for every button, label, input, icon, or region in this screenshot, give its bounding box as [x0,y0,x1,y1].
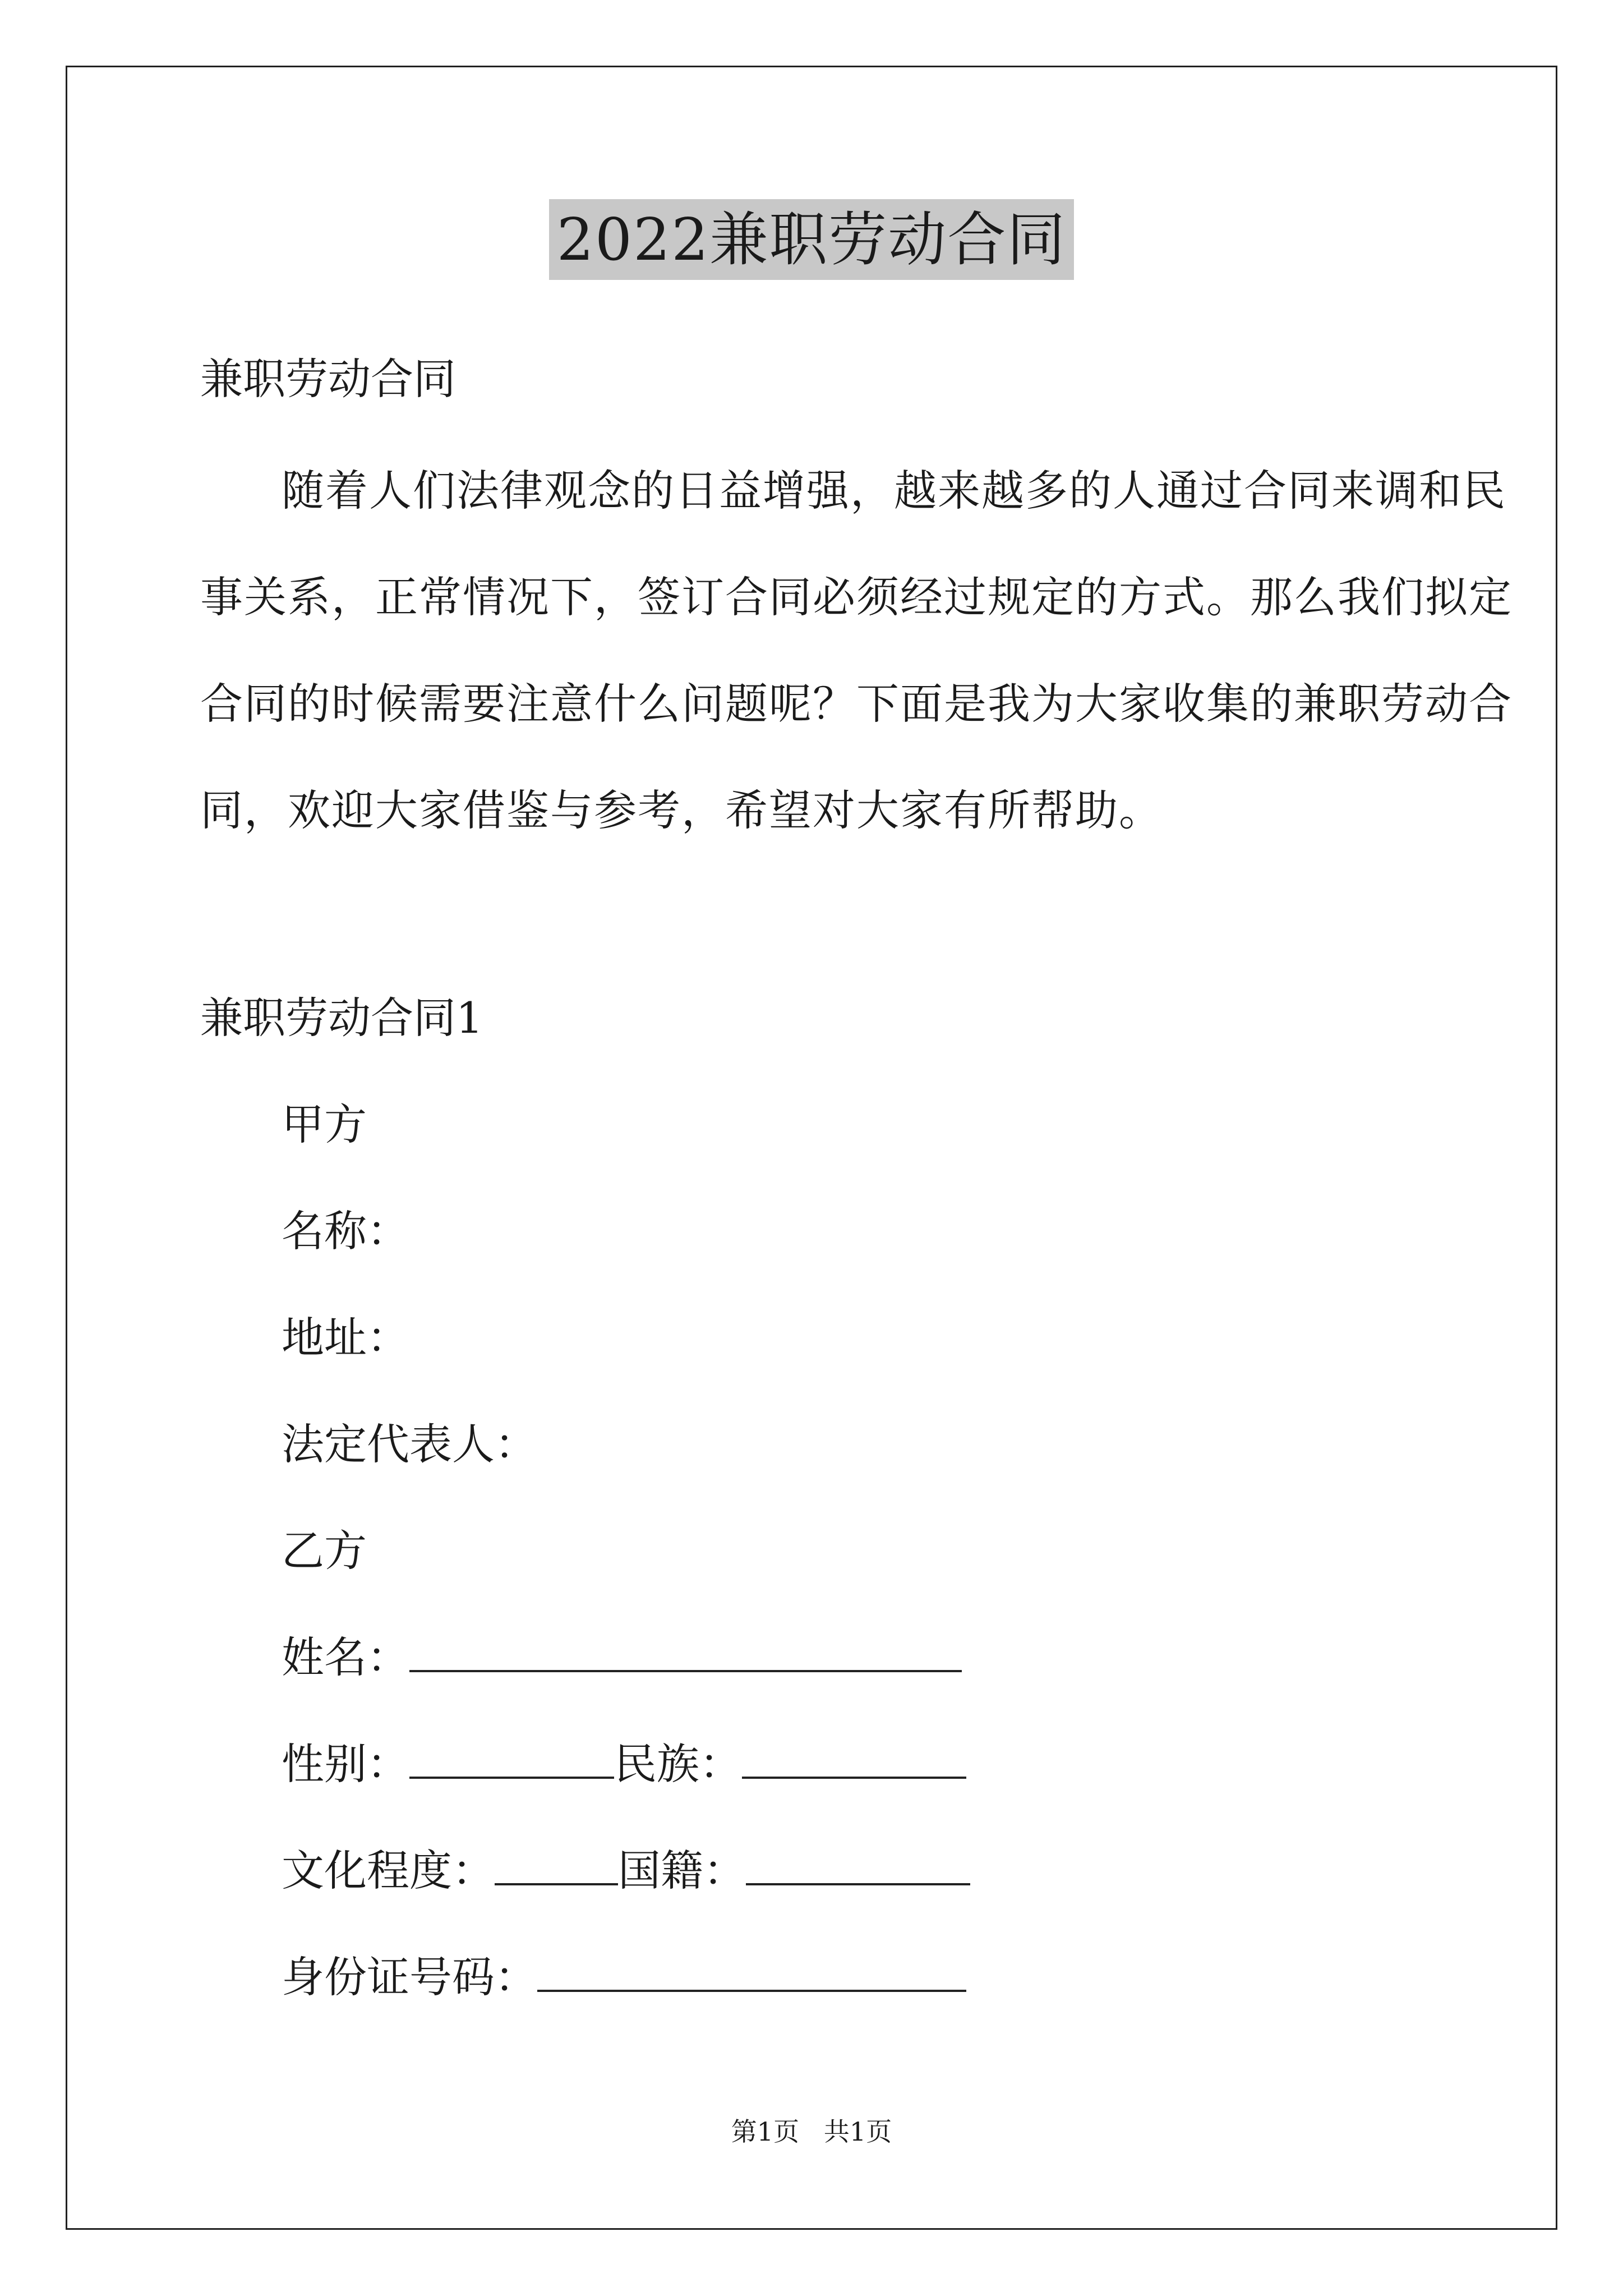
intro-line: 合同的时候需要注意什么问题呢？下面是我为大家收集的兼职劳动合 [200,679,1513,729]
intro-line: 事关系，正常情况下，签订合同必须经过规定的方式。那么我们拟定 [200,572,1513,622]
document-title: 2022兼职劳动合同 [549,199,1075,280]
intro-paragraph [200,438,1513,864]
education-blank-field[interactable] [495,1848,618,1885]
gender-blank-field[interactable] [409,1742,614,1779]
party-b-id-row [282,1949,966,2005]
party-b-education-row [282,1843,970,1899]
party-a-label: 甲方 [282,1099,367,1149]
party-b-education-label: 文化程度： [282,1846,495,1895]
party-a-address-label: 地址： [282,1313,409,1363]
party-b-gender-row [282,1736,966,1792]
title-container [0,199,1623,280]
party-b-name-label: 姓名： [282,1632,409,1682]
party-b-name-row [282,1630,962,1686]
party-b-ethnicity-label: 民族： [614,1739,742,1789]
party-b-nationality-label: 国籍： [618,1846,746,1895]
nationality-blank-field[interactable] [746,1848,970,1885]
page-footer: 第1页 共1页 [731,2116,892,2147]
party-a-legal-rep-label: 法定代表人： [282,1419,537,1469]
section-title: 兼职劳动合同1 [200,993,483,1043]
party-b-label: 乙方 [282,1526,367,1576]
name-blank-field[interactable] [409,1635,962,1672]
party-b-gender-label: 性别： [282,1739,409,1789]
intro-line: 同，欢迎大家借鉴与参考，希望对大家有所帮助。 [200,785,1163,835]
party-a-name-label: 名称： [282,1206,409,1256]
party-b-id-label: 身份证号码： [282,1952,537,2002]
contract-heading: 兼职劳动合同 [200,354,456,404]
intro-line: 随着人们法律观念的日益增强，越来越多的人通过合同来调和民 [282,466,1506,516]
ethnicity-blank-field[interactable] [742,1742,966,1779]
id-blank-field[interactable] [537,1955,966,1992]
